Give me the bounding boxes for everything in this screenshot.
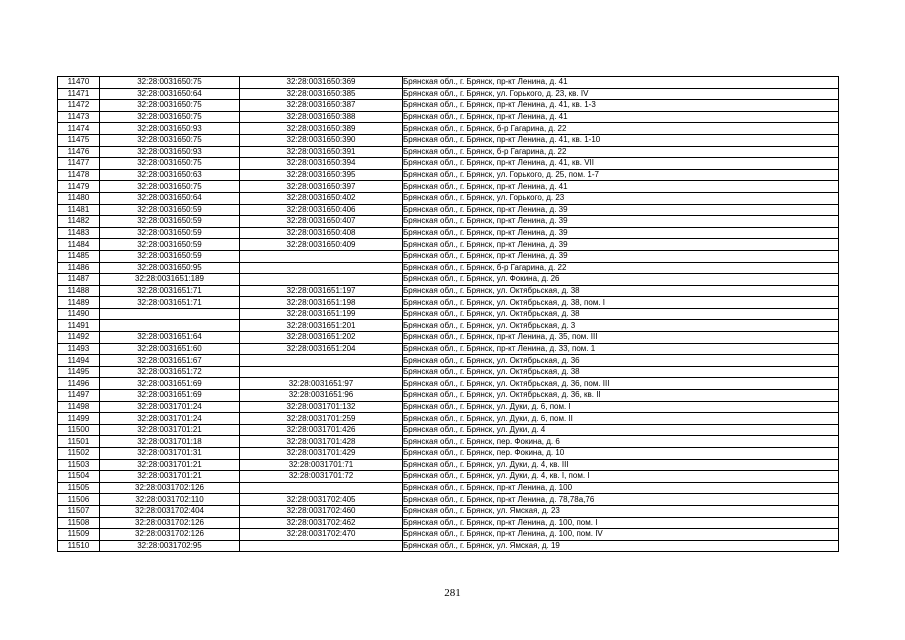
land-cadastral-number-cell: 32:28:0031650:59 — [100, 227, 240, 239]
object-cadastral-number-cell: 32:28:0031651:96 — [240, 390, 403, 402]
object-cadastral-number-cell: 32:28:0031701:429 — [240, 448, 403, 460]
row-number-cell: 11490 — [58, 308, 100, 320]
land-cadastral-number-cell: 32:28:0031651:72 — [100, 366, 240, 378]
land-cadastral-number-cell: 32:28:0031651:64 — [100, 332, 240, 344]
table-row — [58, 424, 839, 436]
object-cadastral-number-cell: 32:28:0031701:259 — [240, 413, 403, 425]
row-number-cell: 11500 — [58, 424, 100, 436]
address-cell: Брянская обл., г. Брянск, пр-кт Ленина, д. 78,78а,76 — [403, 494, 839, 506]
address-cell: Брянская обл., г. Брянск, б-р Гагарина, д. 22 — [403, 123, 839, 135]
table-row — [58, 227, 839, 239]
object-cadastral-number-cell: 32:28:0031650:402 — [240, 192, 403, 204]
table-row — [58, 320, 839, 332]
object-cadastral-number-cell: 32:28:0031650:406 — [240, 204, 403, 216]
land-cadastral-number-cell: 32:28:0031650:75 — [100, 111, 240, 123]
address-cell: Брянская обл., г. Брянск, ул. Ямская, д. 23 — [403, 505, 839, 517]
row-number-cell: 11497 — [58, 390, 100, 402]
address-cell: Брянская обл., г. Брянск, ул. Горького, д. 23, кв. IV — [403, 88, 839, 100]
object-cadastral-number-cell: 32:28:0031701:71 — [240, 459, 403, 471]
row-number-cell: 11495 — [58, 366, 100, 378]
row-number-cell: 11478 — [58, 169, 100, 181]
address-cell: Брянская обл., г. Брянск, пр-кт Ленина, д. 41, кв. 1-10 — [403, 134, 839, 146]
address-cell: Брянская обл., г. Брянск, ул. Дуки, д. 6, пом. II — [403, 413, 839, 425]
land-cadastral-number-cell: 32:28:0031701:31 — [100, 448, 240, 460]
table-row — [58, 517, 839, 529]
table-row — [58, 459, 839, 471]
row-number-cell: 11502 — [58, 448, 100, 460]
row-number-cell: 11483 — [58, 227, 100, 239]
object-cadastral-number-cell: 32:28:0031702:405 — [240, 494, 403, 506]
table-row — [58, 88, 839, 100]
table-row — [58, 262, 839, 274]
object-cadastral-number-cell: 32:28:0031650:408 — [240, 227, 403, 239]
table-row — [58, 204, 839, 216]
address-cell: Брянская обл., г. Брянск, пр-кт Ленина, д. 100, пом. IV — [403, 529, 839, 541]
row-number-cell: 11470 — [58, 77, 100, 89]
land-cadastral-number-cell: 32:28:0031702:126 — [100, 517, 240, 529]
table-row — [58, 123, 839, 135]
address-cell: Брянская обл., г. Брянск, ул. Октябрьская, д. 36, кв. II — [403, 390, 839, 402]
table-row — [58, 297, 839, 309]
table-row — [58, 77, 839, 89]
row-number-cell: 11479 — [58, 181, 100, 193]
land-cadastral-number-cell: 32:28:0031701:21 — [100, 424, 240, 436]
object-cadastral-number-cell: 32:28:0031701:132 — [240, 401, 403, 413]
object-cadastral-number-cell: 32:28:0031651:97 — [240, 378, 403, 390]
row-number-cell: 11496 — [58, 378, 100, 390]
object-cadastral-number-cell: 32:28:0031650:394 — [240, 158, 403, 170]
row-number-cell: 11474 — [58, 123, 100, 135]
object-cadastral-number-cell — [240, 274, 403, 286]
row-number-cell: 11499 — [58, 413, 100, 425]
table-row — [58, 134, 839, 146]
land-cadastral-number-cell: 32:28:0031702:126 — [100, 482, 240, 494]
row-number-cell: 11475 — [58, 134, 100, 146]
land-cadastral-number-cell: 32:28:0031650:93 — [100, 146, 240, 158]
address-cell: Брянская обл., г. Брянск, пр-кт Ленина, д. 39 — [403, 250, 839, 262]
land-cadastral-number-cell: 32:28:0031651:71 — [100, 285, 240, 297]
land-cadastral-number-cell: 32:28:0031650:95 — [100, 262, 240, 274]
land-cadastral-number-cell: 32:28:0031702:404 — [100, 505, 240, 517]
land-cadastral-number-cell: 32:28:0031650:75 — [100, 158, 240, 170]
object-cadastral-number-cell: 32:28:0031651:201 — [240, 320, 403, 332]
row-number-cell: 11507 — [58, 505, 100, 517]
object-cadastral-number-cell: 32:28:0031650:390 — [240, 134, 403, 146]
row-number-cell: 11476 — [58, 146, 100, 158]
table-row — [58, 169, 839, 181]
object-cadastral-number-cell: 32:28:0031650:397 — [240, 181, 403, 193]
object-cadastral-number-cell — [240, 540, 403, 552]
address-cell: Брянская обл., г. Брянск, ул. Дуки, д. 4 — [403, 424, 839, 436]
row-number-cell: 11508 — [58, 517, 100, 529]
object-cadastral-number-cell: 32:28:0031650:369 — [240, 77, 403, 89]
land-cadastral-number-cell: 32:28:0031701:18 — [100, 436, 240, 448]
table-row — [58, 239, 839, 251]
row-number-cell: 11482 — [58, 216, 100, 228]
table-row — [58, 343, 839, 355]
land-cadastral-number-cell: 32:28:0031701:24 — [100, 413, 240, 425]
row-number-cell: 11509 — [58, 529, 100, 541]
object-cadastral-number-cell: 32:28:0031702:460 — [240, 505, 403, 517]
address-cell: Брянская обл., г. Брянск, пр-кт Ленина, д. 41 — [403, 111, 839, 123]
land-cadastral-number-cell: 32:28:0031650:75 — [100, 181, 240, 193]
land-cadastral-number-cell: 32:28:0031650:59 — [100, 239, 240, 251]
address-cell: Брянская обл., г. Брянск, пр-кт Ленина, д. 41 — [403, 181, 839, 193]
land-cadastral-number-cell: 32:28:0031701:21 — [100, 459, 240, 471]
address-cell: Брянская обл., г. Брянск, б-р Гагарина, д. 22 — [403, 146, 839, 158]
table-row — [58, 505, 839, 517]
table-row — [58, 332, 839, 344]
address-cell: Брянская обл., г. Брянск, ул. Ямская, д. 19 — [403, 540, 839, 552]
table-row — [58, 448, 839, 460]
table-row — [58, 355, 839, 367]
row-number-cell: 11484 — [58, 239, 100, 251]
row-number-cell: 11487 — [58, 274, 100, 286]
object-cadastral-number-cell — [240, 262, 403, 274]
object-cadastral-number-cell: 32:28:0031650:395 — [240, 169, 403, 181]
table-row — [58, 471, 839, 483]
object-cadastral-number-cell: 32:28:0031651:198 — [240, 297, 403, 309]
address-cell: Брянская обл., г. Брянск, б-р Гагарина, д. 22 — [403, 262, 839, 274]
table-row — [58, 100, 839, 112]
table-row — [58, 540, 839, 552]
land-cadastral-number-cell: 32:28:0031702:110 — [100, 494, 240, 506]
row-number-cell: 11493 — [58, 343, 100, 355]
page-number: 281 — [444, 587, 461, 599]
row-number-cell: 11471 — [58, 88, 100, 100]
object-cadastral-number-cell: 32:28:0031650:407 — [240, 216, 403, 228]
object-cadastral-number-cell: 32:28:0031650:391 — [240, 146, 403, 158]
row-number-cell: 11473 — [58, 111, 100, 123]
address-cell: Брянская обл., г. Брянск, ул. Горького, д. 25, пом. 1-7 — [403, 169, 839, 181]
row-number-cell: 11485 — [58, 250, 100, 262]
object-cadastral-number-cell: 32:28:0031701:426 — [240, 424, 403, 436]
object-cadastral-number-cell: 32:28:0031702:470 — [240, 529, 403, 541]
row-number-cell: 11477 — [58, 158, 100, 170]
address-cell: Брянская обл., г. Брянск, пер. Фокина, д. 10 — [403, 448, 839, 460]
object-cadastral-number-cell: 32:28:0031650:385 — [240, 88, 403, 100]
land-cadastral-number-cell: 32:28:0031701:21 — [100, 471, 240, 483]
address-cell: Брянская обл., г. Брянск, пр-кт Ленина, д. 33, пом. 1 — [403, 343, 839, 355]
land-cadastral-number-cell: 32:28:0031650:63 — [100, 169, 240, 181]
row-number-cell: 11489 — [58, 297, 100, 309]
object-cadastral-number-cell — [240, 250, 403, 262]
row-number-cell: 11501 — [58, 436, 100, 448]
land-cadastral-number-cell: 32:28:0031650:64 — [100, 88, 240, 100]
row-number-cell: 11510 — [58, 540, 100, 552]
object-cadastral-number-cell: 32:28:0031651:202 — [240, 332, 403, 344]
address-cell: Брянская обл., г. Брянск, ул. Октябрьская, д. 38 — [403, 366, 839, 378]
cadastral-register-table — [57, 76, 839, 552]
table-row — [58, 111, 839, 123]
address-cell: Брянская обл., г. Брянск, пр-кт Ленина, д. 39 — [403, 216, 839, 228]
address-cell: Брянская обл., г. Брянск, пр-кт Ленина, д. 100, пом. I — [403, 517, 839, 529]
table-row — [58, 529, 839, 541]
table-body — [58, 77, 839, 552]
table-row — [58, 181, 839, 193]
row-number-cell: 11481 — [58, 204, 100, 216]
address-cell: Брянская обл., г. Брянск, пр-кт Ленина, д. 39 — [403, 227, 839, 239]
land-cadastral-number-cell — [100, 320, 240, 332]
address-cell: Брянская обл., г. Брянск, пр-кт Ленина, д. 100 — [403, 482, 839, 494]
address-cell: Брянская обл., г. Брянск, ул. Октябрьская, д. 3 — [403, 320, 839, 332]
address-cell: Брянская обл., г. Брянск, ул. Дуки, д. 4, кв. III — [403, 459, 839, 471]
table-row — [58, 308, 839, 320]
table-row — [58, 401, 839, 413]
table-row — [58, 413, 839, 425]
object-cadastral-number-cell — [240, 366, 403, 378]
table-row — [58, 390, 839, 402]
land-cadastral-number-cell: 32:28:0031650:59 — [100, 204, 240, 216]
object-cadastral-number-cell: 32:28:0031650:389 — [240, 123, 403, 135]
land-cadastral-number-cell: 32:28:0031650:93 — [100, 123, 240, 135]
object-cadastral-number-cell: 32:28:0031650:409 — [240, 239, 403, 251]
address-cell: Брянская обл., г. Брянск, пр-кт Ленина, д. 41, кв. VII — [403, 158, 839, 170]
row-number-cell: 11504 — [58, 471, 100, 483]
land-cadastral-number-cell: 32:28:0031651:189 — [100, 274, 240, 286]
land-cadastral-number-cell: 32:28:0031651:71 — [100, 297, 240, 309]
object-cadastral-number-cell — [240, 482, 403, 494]
object-cadastral-number-cell: 32:28:0031650:387 — [240, 100, 403, 112]
address-cell: Брянская обл., г. Брянск, пр-кт Ленина, д. 41 — [403, 77, 839, 89]
land-cadastral-number-cell: 32:28:0031702:126 — [100, 529, 240, 541]
address-cell: Брянская обл., г. Брянск, ул. Дуки, д. 4, кв. I, пом. I — [403, 471, 839, 483]
object-cadastral-number-cell: 32:28:0031702:462 — [240, 517, 403, 529]
row-number-cell: 11498 — [58, 401, 100, 413]
table-row — [58, 146, 839, 158]
table-row — [58, 216, 839, 228]
address-cell: Брянская обл., г. Брянск, ул. Октябрьская, д. 36, пом. III — [403, 378, 839, 390]
row-number-cell: 11492 — [58, 332, 100, 344]
row-number-cell: 11503 — [58, 459, 100, 471]
address-cell: Брянская обл., г. Брянск, ул. Фокина, д. 26 — [403, 274, 839, 286]
land-cadastral-number-cell: 32:28:0031650:59 — [100, 216, 240, 228]
row-number-cell: 11505 — [58, 482, 100, 494]
land-cadastral-number-cell: 32:28:0031650:75 — [100, 77, 240, 89]
address-cell: Брянская обл., г. Брянск, пр-кт Ленина, д. 39 — [403, 204, 839, 216]
address-cell: Брянская обл., г. Брянск, ул. Октябрьская, д. 38 — [403, 285, 839, 297]
row-number-cell: 11506 — [58, 494, 100, 506]
address-cell: Брянская обл., г. Брянск, пр-кт Ленина, д. 35, пом. III — [403, 332, 839, 344]
address-cell: Брянская обл., г. Брянск, ул. Октябрьская, д. 38, пом. I — [403, 297, 839, 309]
address-cell: Брянская обл., г. Брянск, пер. Фокина, д. 6 — [403, 436, 839, 448]
land-cadastral-number-cell: 32:28:0031651:67 — [100, 355, 240, 367]
address-cell: Брянская обл., г. Брянск, ул. Октябрьская, д. 36 — [403, 355, 839, 367]
table-row — [58, 274, 839, 286]
object-cadastral-number-cell: 32:28:0031701:72 — [240, 471, 403, 483]
table-row — [58, 158, 839, 170]
row-number-cell: 11486 — [58, 262, 100, 274]
address-cell: Брянская обл., г. Брянск, пр-кт Ленина, д. 39 — [403, 239, 839, 251]
address-cell: Брянская обл., г. Брянск, ул. Дуки, д. 6, пом. I — [403, 401, 839, 413]
table-row — [58, 192, 839, 204]
object-cadastral-number-cell: 32:28:0031651:204 — [240, 343, 403, 355]
row-number-cell: 11494 — [58, 355, 100, 367]
table-row — [58, 285, 839, 297]
row-number-cell: 11480 — [58, 192, 100, 204]
land-cadastral-number-cell: 32:28:0031651:69 — [100, 378, 240, 390]
address-cell: Брянская обл., г. Брянск, ул. Октябрьская, д. 38 — [403, 308, 839, 320]
land-cadastral-number-cell: 32:28:0031650:75 — [100, 100, 240, 112]
land-cadastral-number-cell: 32:28:0031650:64 — [100, 192, 240, 204]
table-row — [58, 250, 839, 262]
table-row — [58, 366, 839, 378]
table-row — [58, 494, 839, 506]
object-cadastral-number-cell: 32:28:0031650:388 — [240, 111, 403, 123]
address-cell: Брянская обл., г. Брянск, ул. Горького, д. 23 — [403, 192, 839, 204]
object-cadastral-number-cell: 32:28:0031651:197 — [240, 285, 403, 297]
land-cadastral-number-cell: 32:28:0031650:59 — [100, 250, 240, 262]
table-row — [58, 378, 839, 390]
land-cadastral-number-cell — [100, 308, 240, 320]
land-cadastral-number-cell: 32:28:0031651:60 — [100, 343, 240, 355]
land-cadastral-number-cell: 32:28:0031651:69 — [100, 390, 240, 402]
land-cadastral-number-cell: 32:28:0031702:95 — [100, 540, 240, 552]
land-cadastral-number-cell: 32:28:0031701:24 — [100, 401, 240, 413]
address-cell: Брянская обл., г. Брянск, пр-кт Ленина, д. 41, кв. 1-3 — [403, 100, 839, 112]
object-cadastral-number-cell: 32:28:0031651:199 — [240, 308, 403, 320]
row-number-cell: 11491 — [58, 320, 100, 332]
table-row — [58, 482, 839, 494]
object-cadastral-number-cell: 32:28:0031701:428 — [240, 436, 403, 448]
row-number-cell: 11488 — [58, 285, 100, 297]
land-cadastral-number-cell: 32:28:0031650:75 — [100, 134, 240, 146]
object-cadastral-number-cell — [240, 355, 403, 367]
row-number-cell: 11472 — [58, 100, 100, 112]
table-row — [58, 436, 839, 448]
